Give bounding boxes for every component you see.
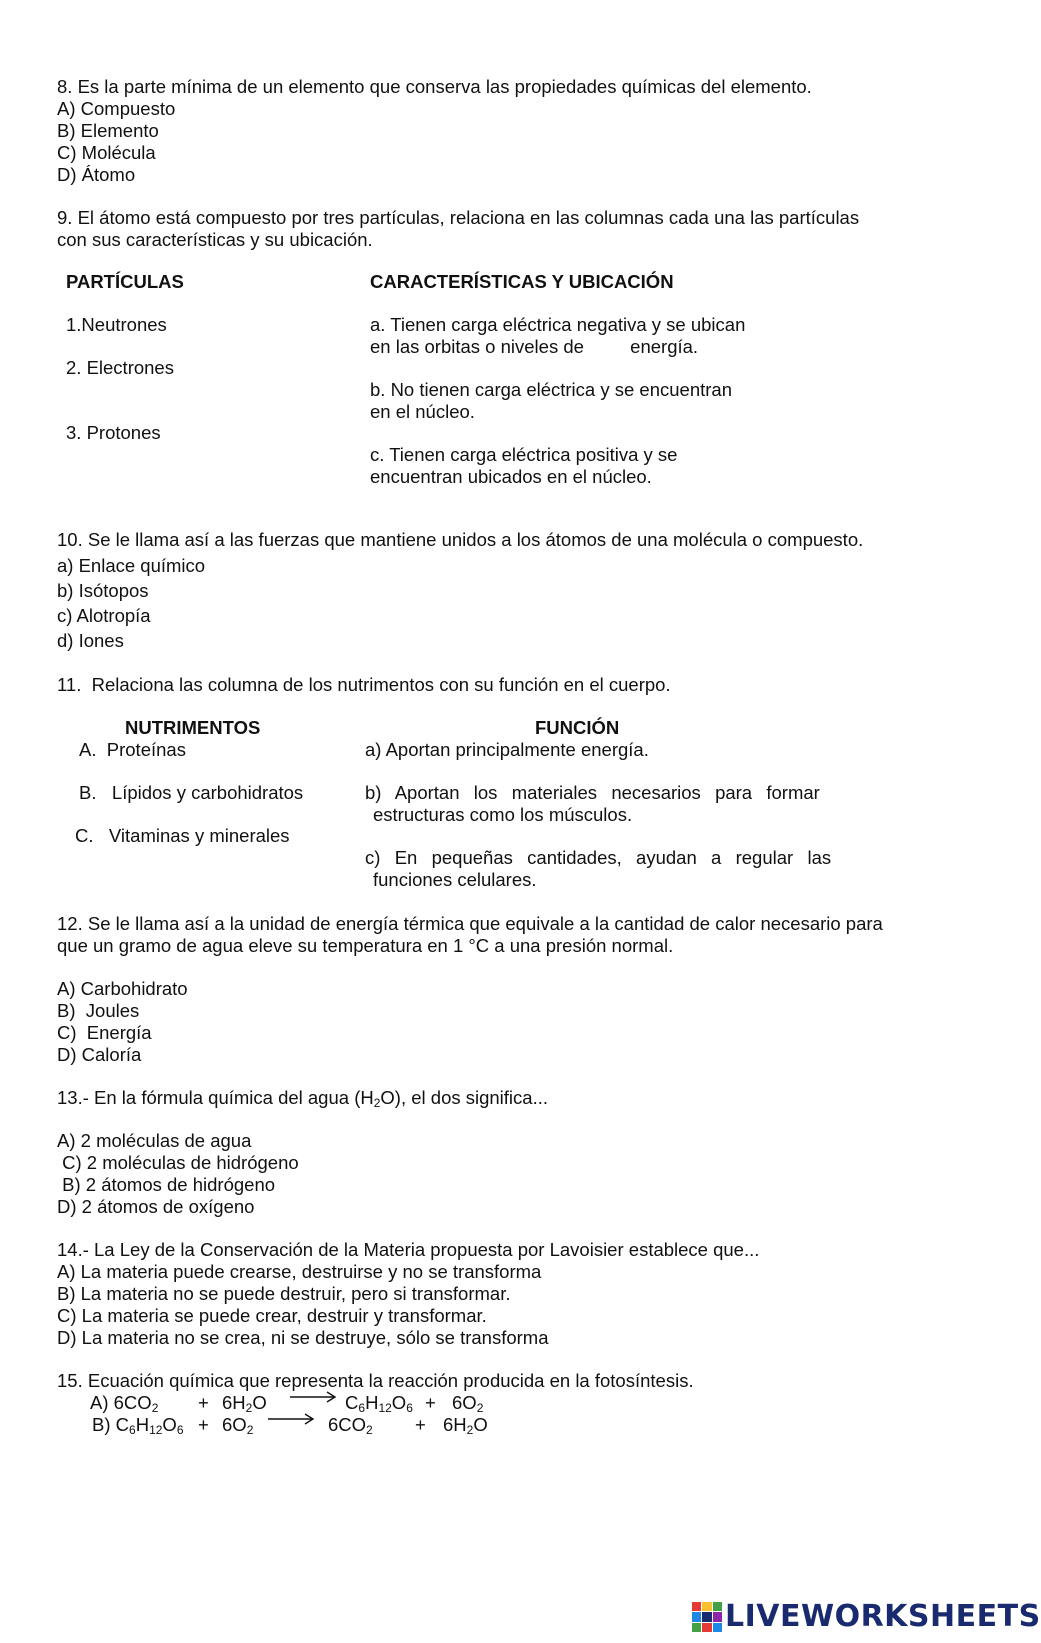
q14-question: 14.- La Ley de la Conservación de la Materia propuesta por Lavoisier establece que... [57,1239,760,1260]
q13-option-a: A) 2 moléculas de agua [57,1130,252,1151]
q15-option-a-arrow-icon [290,1390,338,1404]
q13-question: 13.- En la fórmula química del agua $(H_2O)$, el dos significa... [57,1087,548,1110]
q15-option-a-product-glucose: $C_6H_{12}O_6$ [345,1392,413,1415]
q15-option-a-reactant-co2: A) $6CO_2$ [90,1392,159,1415]
q9-left-header: PARTÍCULAS [66,271,184,292]
q9-characteristic-a-line1: a. Tienen carga eléctrica negativa y se ubican [370,314,746,335]
q9-right-header: CARACTERÍSTICAS Y UBICACIÓN [370,271,674,292]
q14-option-a: A) La materia puede crearse, destruirse y no se transforma [57,1261,542,1282]
q10-option-a: a) Enlace químico [57,555,206,576]
q10-question: 10. Se le llama así a las fuerzas que mantiene unidos a los átomos de una molécula o compuesto. [57,529,864,550]
q9-characteristic-a-line2: en las orbitas o niveles de energía. [370,336,699,357]
q15-question: 15. Ecuación química que representa la reacción producida en la fotosíntesis. [57,1370,694,1391]
q12-option-c: C) Energía [57,1022,152,1043]
q8-question: 8. Es la parte mínima de un elemento que conserva las propiedades químicas del elemento. [57,76,812,97]
q9-question-line2: con sus características y su ubicación. [57,229,373,250]
q15-option-b-plus-1: + [198,1414,209,1435]
q11-function-a: a) Aportan principalmente energía. [365,739,649,760]
q8-option-a: A) Compuesto [57,98,176,119]
q9-question-line1: 9. El átomo está compuesto por tres partículas, relaciona en las columnas cada una las partículas [57,207,860,228]
q8-option-b: B) Elemento [57,120,159,141]
q14-option-d: D) La materia no se crea, ni se destruye, sólo se transforma [57,1327,549,1348]
q11-nutrient-c: C. Vitaminas y minerales [75,825,290,846]
q12-question-line2: que un gramo de agua eleve su temperatura en 1 °C a una presión normal. [57,935,674,956]
q15-option-a-plus-1: + [198,1392,209,1413]
q13-option-d: D) 2 átomos de oxígeno [57,1196,255,1217]
q15-option-b-reactant-glucose: B) $C_6H_{12}O_6$ [92,1414,184,1437]
q8-option-d: D) Átomo [57,164,136,185]
q11-left-header: NUTRIMENTOS [125,717,261,738]
q15-option-b-arrow-icon [268,1412,316,1426]
q10-option-b: b) Isótopos [57,580,149,601]
q9-characteristic-b-line2: en el núcleo. [370,401,475,422]
q11-question: 11. Relaciona las columna de los nutrimentos con su función en el cuerpo. [57,674,671,695]
q11-right-header: FUNCIÓN [535,717,620,738]
q15-option-a-reactant-h2o: $6H_2O$ [222,1392,267,1415]
q8-option-c: C) Molécula [57,142,156,163]
q9-particle-1: 1.Neutrones [66,314,167,335]
q11-function-c-line1: c) En pequeñas cantidades, ayudan a regular las [365,847,832,868]
q13-option-b: B) 2 átomos de hidrógeno [57,1174,276,1195]
q9-characteristic-c-line1: c. Tienen carga eléctrica positiva y se [370,444,678,465]
q12-option-d: D) Caloría [57,1044,142,1065]
q15-option-a-plus-2: + [425,1392,436,1413]
q9-particle-3: 3. Protones [66,422,161,443]
q9-characteristic-c-line2: encuentran ubicados en el núcleo. [370,466,652,487]
liveworksheets-logo [692,1600,1041,1634]
q9-particle-2: 2. Electrones [66,357,174,378]
q11-function-b-line2: estructuras como los músculos. [373,804,633,825]
q12-option-a: A) Carbohidrato [57,978,188,999]
q12-question-line1: 12. Se le llama así a la unidad de energía térmica que equivale a la cantidad de calor necesario para [57,913,883,934]
q10-option-c: c) Alotropía [57,605,151,626]
q13-option-c: C) 2 moléculas de hidrógeno [57,1152,299,1173]
q14-option-c: C) La materia se puede crear, destruir y transformar. [57,1305,487,1326]
q10-option-d: d) Iones [57,630,124,651]
q15-option-b-reactant-o2: $6O_2$ [222,1414,254,1437]
q11-nutrient-b: B. Lípidos y carbohidratos [79,782,304,803]
q11-function-b-line1: b) Aportan los materiales necesarios para formar [365,782,820,803]
q15-option-a-product-o2: $6O_2$ [452,1392,484,1415]
q9-characteristic-b-line1: b. No tienen carga eléctrica y se encuentran [370,379,732,400]
q15-option-b-product-co2: $6CO_2$ [328,1414,373,1437]
liveworksheets-logo-text: LIVEWORKSHEETS [725,1599,1041,1634]
q14-option-b: B) La materia no se puede destruir, pero si transformar. [57,1283,511,1304]
q11-nutrient-a: A. Proteínas [79,739,186,760]
q15-option-b-product-h2o: $6H_2O$ [443,1414,488,1437]
q15-option-b-plus-2: + [415,1414,426,1435]
liveworksheets-logo-icon [692,1602,722,1632]
q12-option-b: B) Joules [57,1000,140,1021]
q11-function-c-line2: funciones celulares. [373,869,537,890]
